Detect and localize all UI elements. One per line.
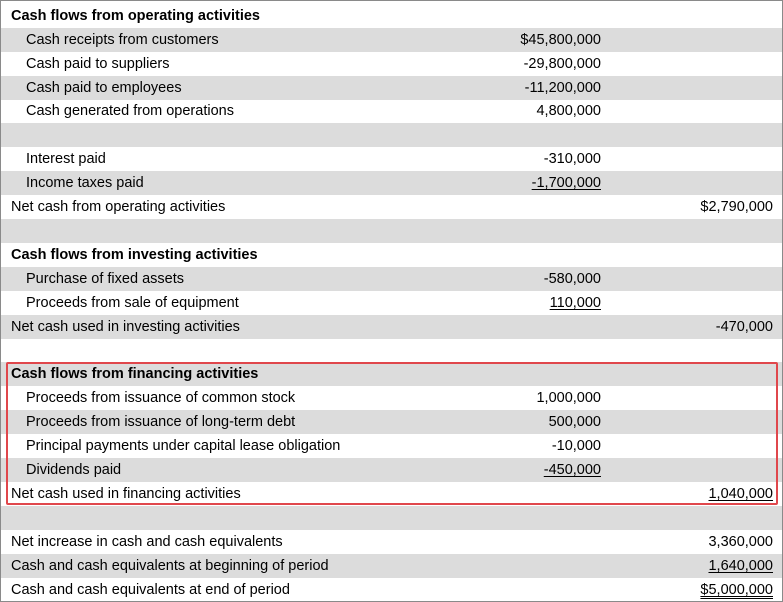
generated-value: 4,800,000 [536,103,601,119]
end-value: $5,000,000 [700,582,773,598]
spacer-row [1,219,782,243]
debt-value: 500,000 [548,414,601,430]
table-row [1,578,782,602]
beginning-label: Cash and cash equivalents at beginning of period [11,558,329,574]
operating-header-row [1,4,782,28]
table-row [1,458,782,482]
suppliers-value: -29,800,000 [523,56,601,72]
increase-value: 3,360,000 [708,534,773,550]
table-row [1,482,782,506]
proceeds-label: Proceeds from sale of equipment [26,295,239,311]
purchase-value: -580,000 [543,271,601,287]
table-row [1,267,782,291]
financing-header: Cash flows from financing activities [11,366,259,382]
financing-header-row [1,362,782,386]
interest-value: -310,000 [543,151,601,167]
table-row [1,99,782,123]
table-row [1,195,782,219]
end-label: Cash and cash equivalents at end of period [11,582,290,598]
stock-label: Proceeds from issuance of common stock [26,390,296,406]
taxes-label: Income taxes paid [26,175,144,191]
dividends-value: -450,000 [543,462,601,478]
receipts-value: $45,800,000 [520,32,601,48]
operating-net-label: Net cash from operating activities [11,199,226,215]
table-row [1,76,782,100]
table-row [1,147,782,171]
interest-label: Interest paid [26,151,106,167]
table-row [1,171,782,195]
purchase-label: Purchase of fixed assets [26,271,184,287]
dividends-label: Dividends paid [26,462,122,478]
employees-label: Cash paid to employees [26,80,182,96]
operating-net-value: $2,790,000 [700,199,773,215]
proceeds-value: 110,000 [549,295,601,311]
increase-label: Net increase in cash and cash equivalents [11,534,283,550]
financing-net-label: Net cash used in financing activities [11,486,241,502]
stock-value: 1,000,000 [536,390,601,406]
beginning-value: 1,640,000 [708,558,773,574]
financing-net-value: 1,040,000 [708,486,773,502]
lease-label: Principal payments under capital lease obligation [26,438,341,454]
spacer-row [1,123,782,147]
generated-label: Cash generated from operations [26,103,234,119]
table-row [1,315,782,339]
employees-value: -11,200,000 [524,80,601,96]
receipts-label: Cash receipts from customers [26,32,219,48]
table-row [1,530,782,554]
spacer-row [1,506,782,530]
table-row [1,52,782,76]
debt-label: Proceeds from issuance of long-term debt [26,414,296,430]
investing-net-value: -470,000 [715,319,773,335]
investing-header-row [1,243,782,267]
investing-net-label: Net cash used in investing activities [11,319,240,335]
lease-value: -10,000 [551,438,601,454]
spacer-row [1,339,782,363]
table-row [1,434,782,458]
table-row [1,386,782,410]
taxes-value: -1,700,000 [531,175,601,191]
table-row [1,410,782,434]
suppliers-label: Cash paid to suppliers [26,56,170,72]
table-row [1,291,782,315]
operating-header: Cash flows from operating activities [11,8,260,24]
table-row [1,554,782,578]
table-row [1,28,782,52]
investing-header: Cash flows from investing activities [11,247,258,263]
